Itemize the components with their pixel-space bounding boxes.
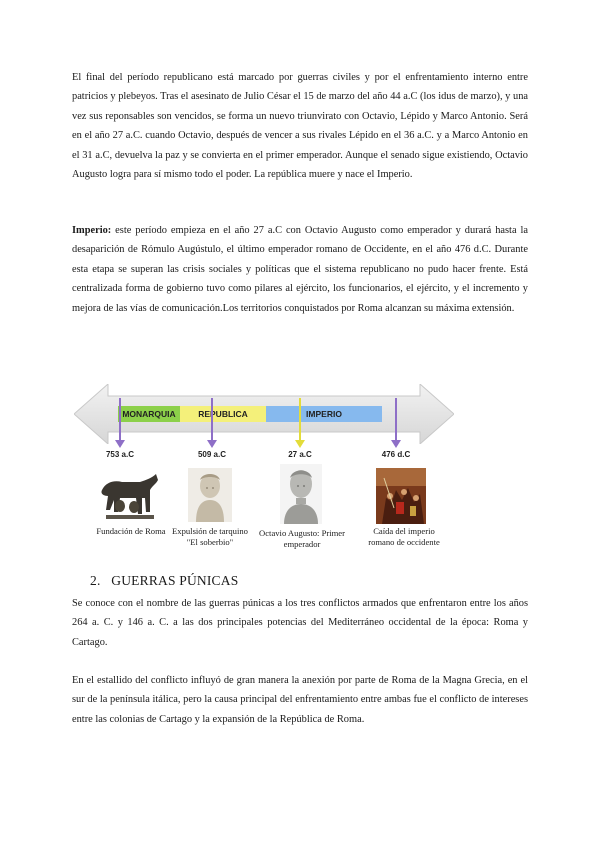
paragraph-republic-end: El final del período republicano está marcado por guerras civiles y por el enfrentamiento interno entre patricios y plebeyos. Tras el asesinato de Julio César el 15 de marzo del año 44 a.C (los idus de marzo), y una vez sus reponsables son vencidos, se forma un nuevo triunvirato con Octavio, Lépido y Marco Antonio. Será en el año 27 a.C. cuando Octavio, después de vencer a sus rivales Lépido en el 36 a.C. y a Marco Antonio en el 31 a.C, devuelva la paz y se convierta en el primer emperador. Aunque el senado sigue existiendo, Octavio Augusto logra para sí mismo todo el poder. La república muere y nace el Imperio.: [72, 72, 528, 181]
era-imperio: IMPERIO: [266, 406, 382, 422]
tarquino-bust-image: [188, 468, 232, 522]
imperio-text: este período empieza en el año 27 a.C con Octavio Augusto como emperador y durará hasta la desaparición de Rómulo Augústulo, el último emperador romano de Occidente, en el año 476 d.C. Durante esta etapa se superan las crisis sociales y políticas que el sistema republicano no pudo hacer frente. Está centralizada forma de gobierno tuvo como pilares al ejército, los funcionarios, el ejército, y el incremento y mejora de las vías de comunicación.Los territorios conquistados por Roma alcanzan su máxima extensión.: [72, 225, 528, 314]
paragraph-guerras-punicas: Se conoce con el nombre de las guerras púnicas a los tres conflictos armados que enfrentaron entre los años 264 a. C. y 146 a. C. a las dos principales potencias del Mediterráneo occidental de la época: Roma y Cartago.: [72, 598, 528, 648]
imperio-label: Imperio:: [72, 225, 112, 236]
caption-octavio: Octavio Augusto: Primer emperador: [259, 528, 345, 549]
date-509: 509 a.C: [197, 450, 227, 459]
caption-expulsion: Expulsión de tarquino "El soberbio": [172, 526, 248, 547]
era-monarquia: MONARQUIA: [118, 406, 180, 422]
paragraph-imperio: [72, 221, 528, 318]
section-number: 2.: [90, 573, 101, 588]
section-heading: [90, 573, 238, 589]
marker-27: [295, 440, 305, 448]
paragraph-conflict-cause: En el estallido del conflicto influyó de gran manera la anexión por parte de Roma de la Magna Grecia, en el sur de la península itálica, pero la causa principal del enfrentamiento entre ambas fue el conflicto de intereses entre las colonias de Cartago y la expansión de la República de Roma.: [72, 675, 528, 725]
timeline-markers: [74, 384, 454, 454]
date-476: 476 d.C: [381, 450, 411, 459]
rome-timeline-figure: [74, 384, 454, 572]
section-title-text: GUERRAS PÚNICAS: [111, 573, 239, 588]
she-wolf-image: [96, 468, 160, 522]
fall-of-rome-painting: [376, 468, 426, 524]
caption-fundacion: Fundación de Roma: [96, 526, 166, 536]
date-753: 753 a.C: [105, 450, 135, 459]
caption-caida: Caída del imperio romano de occidente: [368, 526, 440, 547]
era-republica: REPUBLICA: [180, 406, 266, 422]
marker-509: [207, 440, 217, 448]
date-27: 27 a.C: [288, 450, 312, 459]
augustus-bust-image: [280, 464, 322, 524]
marker-753: [115, 440, 125, 448]
marker-476: [391, 440, 401, 448]
